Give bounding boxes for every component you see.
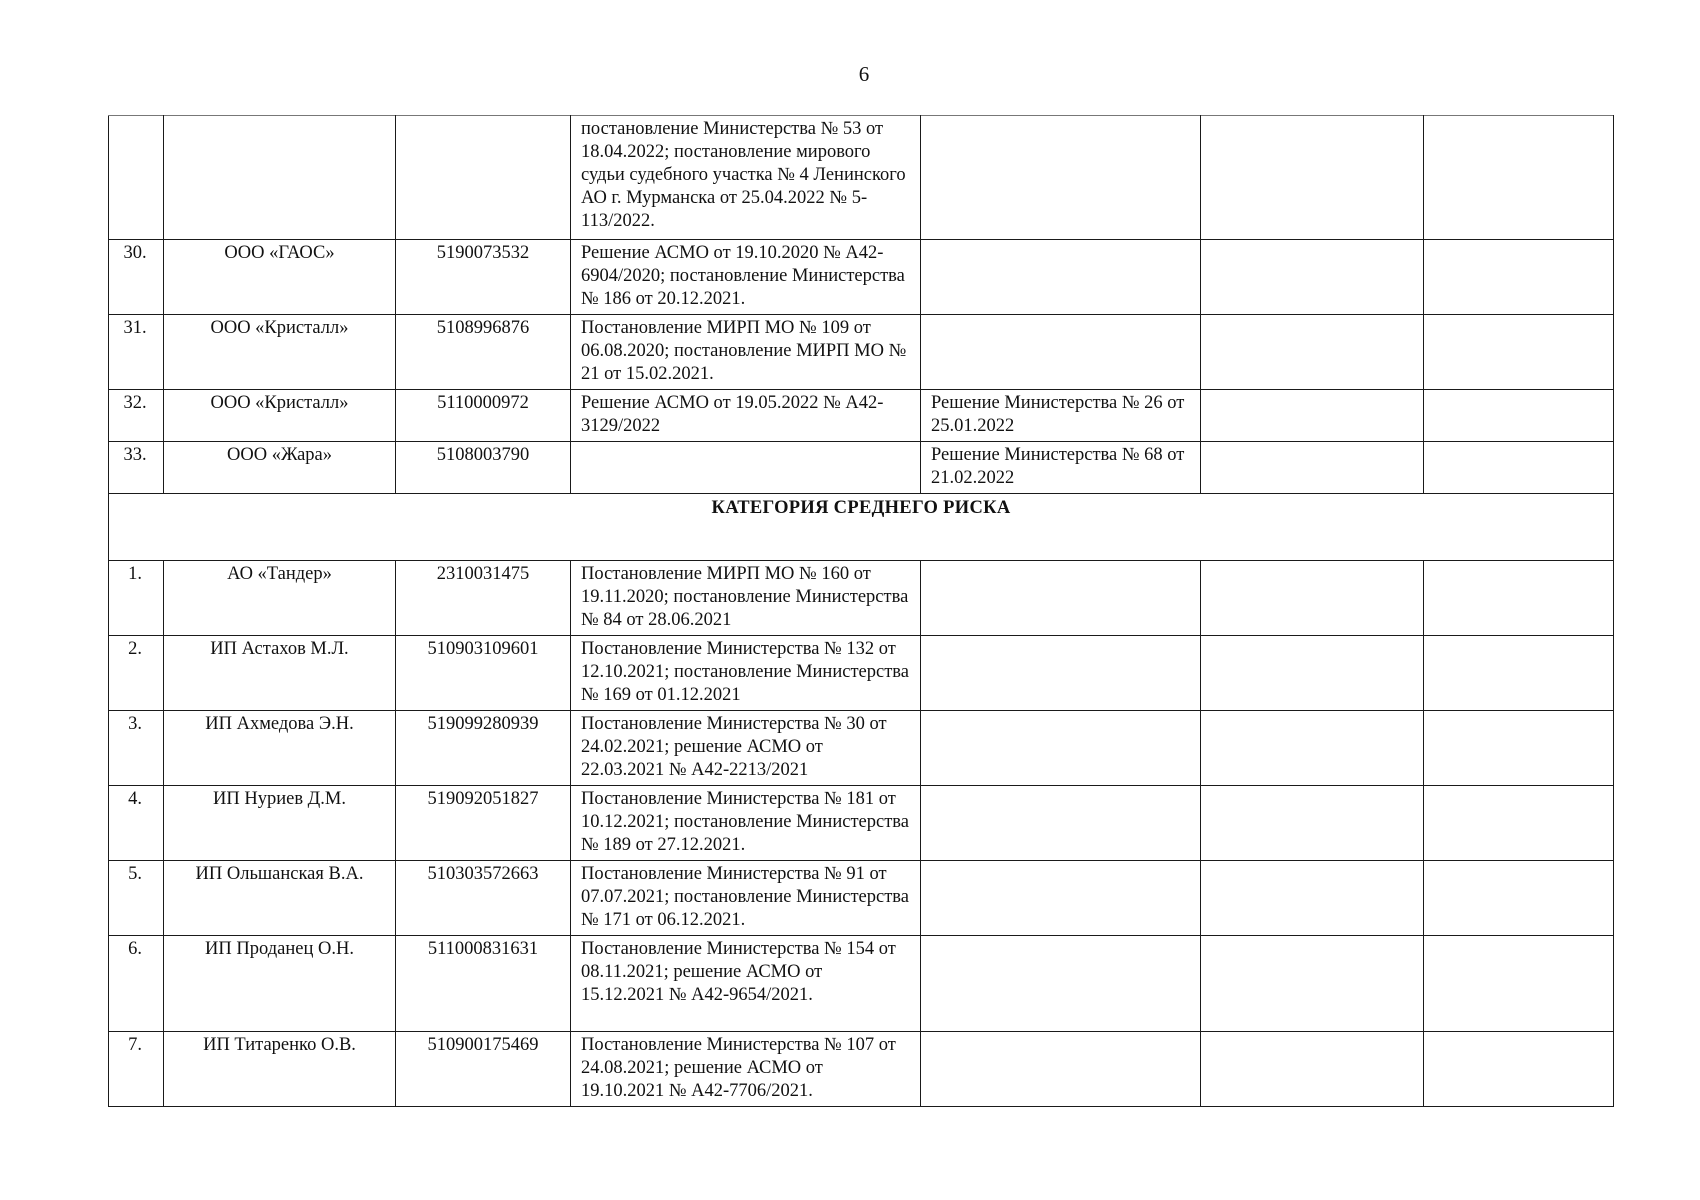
empty-cell [1201, 561, 1424, 636]
decision-text [921, 561, 1201, 636]
table-row [109, 240, 1614, 315]
inn: 2310031475 [396, 561, 571, 636]
table-row [109, 861, 1614, 936]
empty-cell [1201, 442, 1424, 494]
entity-name: ООО «Кристалл» [164, 390, 396, 442]
empty-cell [1201, 711, 1424, 786]
document-text: Решение АСМО от 19.05.2022 № А42-3129/2022 [571, 390, 921, 442]
document-text: Решение АСМО от 19.10.2020 № А42-6904/2020; постановление Министерства № 186 от 20.12.2021. [571, 240, 921, 315]
inn: 510303572663 [396, 861, 571, 936]
empty-cell [1201, 240, 1424, 315]
decision-text [921, 1032, 1201, 1107]
entity-name: ООО «Жара» [164, 442, 396, 494]
decision-text: Решение Министерства № 68 от 21.02.2022 [921, 442, 1201, 494]
row-number: 4. [109, 786, 164, 861]
document-text: Постановление Министерства № 181 от 10.12.2021; постановление Министерства № 189 от 27.12.2021. [571, 786, 921, 861]
inn: 510903109601 [396, 636, 571, 711]
table-row [109, 711, 1614, 786]
entity-name: ИП Астахов М.Л. [164, 636, 396, 711]
document-text: Постановление МИРП МО № 160 от 19.11.2020; постановление Министерства № 84 от 28.06.2021 [571, 561, 921, 636]
decision-text [921, 936, 1201, 1032]
inn: 5108996876 [396, 315, 571, 390]
empty-cell [1201, 1032, 1424, 1107]
empty-cell [1424, 442, 1614, 494]
empty-cell [1424, 1032, 1614, 1107]
entity-name: ИП Ахмедова Э.Н. [164, 711, 396, 786]
inn: 519092051827 [396, 786, 571, 861]
table-row [109, 315, 1614, 390]
inn: 5110000972 [396, 390, 571, 442]
entity-name: ИП Титаренко О.В. [164, 1032, 396, 1107]
empty-cell [1424, 116, 1614, 240]
section-title: КАТЕГОРИЯ СРЕДНЕГО РИСКА [109, 494, 1614, 561]
table-row [109, 561, 1614, 636]
entity-name: ООО «ГАОС» [164, 240, 396, 315]
document-text: Постановление Министерства № 107 от 24.08.2021; решение АСМО от 19.10.2021 № А42-7706/2021. [571, 1032, 921, 1107]
empty-cell [1201, 861, 1424, 936]
decision-text [921, 240, 1201, 315]
entity-name: ИП Проданец О.Н. [164, 936, 396, 1032]
inn [396, 116, 571, 240]
entity-name: ИП Ольшанская В.А. [164, 861, 396, 936]
row-number: 31. [109, 315, 164, 390]
row-number: 1. [109, 561, 164, 636]
decision-text [921, 116, 1201, 240]
table-row [109, 786, 1614, 861]
entity-name: ООО «Кристалл» [164, 315, 396, 390]
table-row [109, 390, 1614, 442]
row-number: 6. [109, 936, 164, 1032]
decision-text: Решение Министерства № 26 от 25.01.2022 [921, 390, 1201, 442]
table-row [109, 442, 1614, 494]
empty-cell [1201, 936, 1424, 1032]
empty-cell [1424, 711, 1614, 786]
entity-name [164, 116, 396, 240]
row-number: 7. [109, 1032, 164, 1107]
row-number: 32. [109, 390, 164, 442]
row-number: 5. [109, 861, 164, 936]
row-number [109, 116, 164, 240]
empty-cell [1424, 936, 1614, 1032]
row-number: 2. [109, 636, 164, 711]
table-row [109, 636, 1614, 711]
table-row [109, 1032, 1614, 1107]
row-number: 3. [109, 711, 164, 786]
empty-cell [1424, 786, 1614, 861]
decision-text [921, 315, 1201, 390]
empty-cell [1424, 315, 1614, 390]
document-text: Постановление Министерства № 91 от 07.07.2021; постановление Министерства № 171 от 06.12.2021. [571, 861, 921, 936]
document-text: постановление Министерства № 53 от 18.04.2022; постановление мирового судьи судебного участка № 4 Ленинского АО г. Мурманска от 25.04.2022 № 5-113/2022. [571, 116, 921, 240]
empty-cell [1201, 636, 1424, 711]
empty-cell [1424, 561, 1614, 636]
inn: 511000831631 [396, 936, 571, 1032]
inn: 5108003790 [396, 442, 571, 494]
empty-cell [1424, 240, 1614, 315]
empty-cell [1201, 390, 1424, 442]
entity-name: АО «Тандер» [164, 561, 396, 636]
document-text: Постановление МИРП МО № 109 от 06.08.2020; постановление МИРП МО № 21 от 15.02.2021. [571, 315, 921, 390]
empty-cell [1201, 315, 1424, 390]
decision-text [921, 711, 1201, 786]
decision-text [921, 786, 1201, 861]
empty-cell [1201, 116, 1424, 240]
document-text: Постановление Министерства № 30 от 24.02.2021; решение АСМО от 22.03.2021 № А42-2213/2021 [571, 711, 921, 786]
section-row [109, 494, 1614, 561]
inn: 5190073532 [396, 240, 571, 315]
row-number: 33. [109, 442, 164, 494]
inn: 510900175469 [396, 1032, 571, 1107]
risk-register-table [108, 115, 1614, 1107]
entity-name: ИП Нуриев Д.М. [164, 786, 396, 861]
document-text: Постановление Министерства № 132 от 12.10.2021; постановление Министерства № 169 от 01.12.2021 [571, 636, 921, 711]
empty-cell [1424, 390, 1614, 442]
inn: 519099280939 [396, 711, 571, 786]
empty-cell [1201, 786, 1424, 861]
document-text [571, 442, 921, 494]
row-number: 30. [109, 240, 164, 315]
page-number: 6 [858, 62, 870, 86]
empty-cell [1424, 636, 1614, 711]
decision-text [921, 861, 1201, 936]
empty-cell [1424, 861, 1614, 936]
table-row [109, 936, 1614, 1032]
decision-text [921, 636, 1201, 711]
document-text: Постановление Министерства № 154 от 08.11.2021; решение АСМО от 15.12.2021 № А42-9654/2021. [571, 936, 921, 1032]
table-row [109, 116, 1614, 240]
